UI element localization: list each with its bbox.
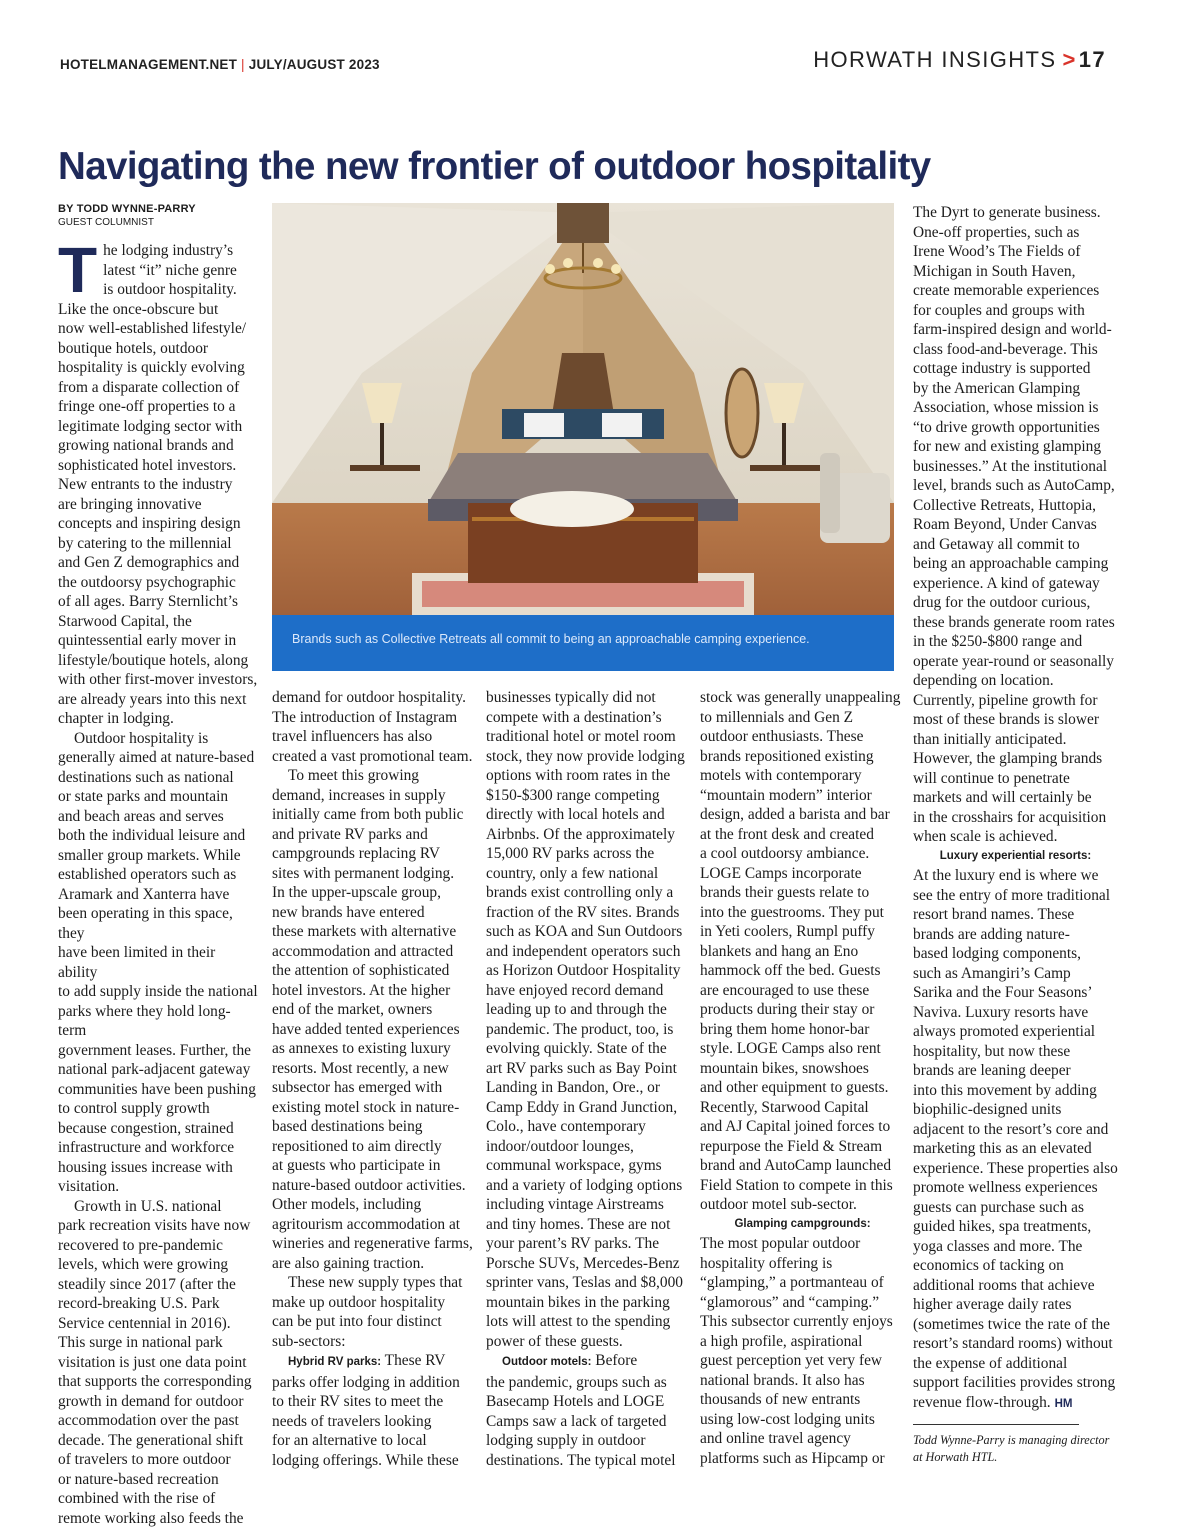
paragraph — [272, 1351, 477, 1470]
drop-cap: T — [58, 244, 97, 296]
column-2 — [272, 688, 477, 1470]
column-1 — [58, 203, 258, 1528]
paragraph-text: These RV parks offer lodging in addition to their RV sites to meet the needs of travelers looking for an alternative to local lodging offerings. While these — [272, 1352, 460, 1469]
photo-caption: Brands such as Collective Retreats all commit to being an approachable camping experience. — [292, 632, 810, 646]
author-bio: Todd Wynne-Parry is managing director at Horwath HTL. — [913, 1432, 1113, 1466]
byline: BY TODD WYNNE-PARRY — [58, 203, 258, 216]
paragraph: To meet this growing demand, increases in supply initially came from both public and private RV parks and campgrounds replacing RV sites with permanent lodging. In the upper-upscale group, new brands have entered these markets with alternative accommodation and attracted the attention of sophisticated hotel investors. At the higher end of the market, owners have added tented experiences as annexes to existing luxury resorts. Most recently, a new subsector has emerged with existing motel stock in nature- based destinations being repositioned to aim directly at guests who participate in nature-based outdoor activities. Other models, including agritourism accommodation at wineries and regenerative farms, are also gaining traction. — [272, 766, 477, 1273]
paragraph — [913, 866, 1118, 1414]
paragraph: The Dyrt to generate business. One-off properties, such as Irene Wood’s The Fields of Michigan in South Haven, create memorable experiences for couples and groups with farm-inspired design and world- class food-and-beverage. This cottage industry is supported by the American Glamping Association, whose mission is “to drive growth opportunities for new and existing glamping businesses.” At the institutional level, brands such as AutoCamp, Collective Retreats, Huttopia, Roam Beyond, Under Canvas and Getaway all commit to being an approachable camping experience. A kind of gateway drug for the outdoor curious, these brands generate room rates in the $250-$800 range and operate year-round or seasonally depending on location. Currently, pipeline growth for most of these brands is slower than initially anticipated. However, the glamping brands will continue to penetrate markets and will certainly be in the crosshairs for acquisition when scale is achieved. — [913, 203, 1118, 847]
subhead-luxury-experiential-resorts: Luxury experiential resorts: — [913, 847, 1118, 867]
bio-divider — [913, 1424, 1079, 1425]
running-header-left — [60, 57, 380, 72]
paragraph: Growth in U.S. national park recreation visits have now recovered to pre-pandemic levels, which were growing steadily since 2017 (after the record-breaking U.S. Park Service centennial in 2016). This surge in national park visitation is just one data point that supports the corresponding growth in demand for outdoor accommodation over the past decade. The generational shift of travelers to more outdoor or nature-based recreation combined with the rise of remote working also feeds the — [58, 1197, 258, 1528]
publication-name: HOTELMANAGEMENT.NET — [60, 57, 237, 72]
paragraph: Outdoor hospitality is generally aimed at nature-based destinations such as national or state parks and mountain and beach areas and serves both the individual leisure and smaller group markets. While established operators such as Aramark and Xanterra have been operating in this space, they have been limited in their ability to add supply inside the national parks where they hold long-term government leases. Further, the national park-adjacent gateway communities have been pushing to control supply growth because congestion, strained infrastructure and workforce housing issues increase with visitation. — [58, 729, 258, 1197]
article-title: Navigating the new frontier of outdoor hospitality — [58, 145, 931, 189]
running-header-right — [813, 47, 1106, 73]
subhead-glamping-campgrounds: Glamping campgrounds: — [700, 1215, 905, 1235]
author-role: GUEST COLUMNIST — [58, 216, 258, 229]
end-mark: HM — [1055, 1398, 1073, 1410]
page-number: 17 — [1079, 47, 1106, 72]
paragraph: he lodging industry’s latest “it” niche genre is outdoor hospitality. Like the once-obscure but now well-established lifestyle/ boutique hotels, outdoor hospitality is quickly evolving from a disparate collection of fringe one-off properties to a legitimate lodging sector with growing national brands and sophisticated hotel investors. New entrants to the industry are bringing innovative concepts and inspiring design by catering to the millennial and Gen Z demographics and the outdoorsy psychographic of all ages. Barry Sternlicht’s Starwood Capital, the quintessential early mover in lifestyle/boutique hotels, along with other first-mover investors, are already years into this next chapter in lodging. — [58, 241, 258, 729]
column-5 — [913, 203, 1118, 1414]
subhead-hybrid-rv-parks: Hybrid RV parks: — [288, 1356, 381, 1368]
paragraph: stock was generally unappealing to millennials and Gen Z outdoor enthusiasts. These brands repositioned existing motels with contemporary “mountain modern” interior design, added a barista and bar at the front desk and created a cool outdoorsy ambiance. LOGE Camps incorporate brands their guests relate to into the guestrooms. They put in Yeti coolers, Rumpl puffy blankets and hang an Eno hammock off the bed. Guests are encouraged to use these products during their stay or bring them home honor-bar style. LOGE Camps also rent mountain bikes, snowshoes and other equipment to guests. Recently, Starwood Capital and AJ Capital joined forces to repurpose the Field & Stream brand and AutoCamp launched Field Station to compete in this outdoor motel sub-sector. — [700, 688, 905, 1215]
paragraph — [486, 1351, 691, 1470]
paragraph: demand for outdoor hospitality. The introduction of Instagram travel influencers has also created a vast promotional team. — [272, 688, 477, 766]
issue-date: JULY/AUGUST 2023 — [249, 57, 380, 72]
glamping-tent-illustration — [272, 203, 894, 615]
paragraph: These new supply types that make up outdoor hospitality can be put into four distinct sub-sectors: — [272, 1273, 477, 1351]
subhead-outdoor-motels: Outdoor motels: — [502, 1356, 591, 1368]
column-4 — [700, 688, 905, 1468]
section-arrow-icon: > — [1062, 47, 1076, 72]
paragraph-text: Before the pandemic, groups such as Basecamp Hotels and LOGE Camps saw a lack of targeted lodging supply in outdoor destinations. The typical motel — [486, 1352, 676, 1469]
paragraph: The most popular outdoor hospitality offering is “glamping,” a portmanteau of “glamorous” and “camping.” This subsector currently enjoys a high profile, aspirational guest perception yet very few national brands. It also has thousands of new entrants using low-cost lodging units and online travel agency platforms such as Hipcamp or — [700, 1234, 905, 1468]
paragraph: businesses typically did not compete with a destination’s traditional hotel or motel room stock, they now provide lodging options with room rates in the $150-$300 range competing directly with local hotels and Airbnbs. Of the approximately 15,000 RV parks across the country, only a few national brands exist controlling only a fraction of the RV sites. Brands such as KOA and Sun Outdoors and independent operators such as Horizon Outdoor Hospitality have enjoyed record demand leading up to and through the pandemic. The product, too, is evolving quickly. State of the art RV parks such as Bay Point Landing in Bandon, Ore., or Camp Eddy in Grand Junction, Colo., have contemporary indoor/outdoor lounges, communal workspace, gyms and a variety of lodging options including vintage Airstreams and tiny homes. These are not your parent’s RV parks. The Porsche SUVs, Mercedes-Benz sprinter vans, Teslas and $8,000 mountain bikes in the parking lots will attest to the spending power of these guests. — [486, 688, 691, 1351]
paragraph-text: At the luxury end is where we see the entry of more traditional resort brand names. These brands are adding nature- based lodging components, such as Amangiri’s Camp Sarika and the Four Seasons’ Naviva. Luxury resorts have always promoted experiential hospitality, but now these brands are leaning deeper into this movement by adding biophilic-designed units adjacent to the resort’s core and marketing this as an elevated experience. These properties also promote wellness experiences guests can purchase such as guided hikes, spa treatments, yoga classes and more. The economics of tacking on additional rooms that achieve higher average daily rates (sometimes twice the rate of the resort’s standard rooms) without the expense of additional support facilities provides strong revenue flow-through. — [913, 867, 1118, 1411]
section-name: HORWATH INSIGHTS — [813, 47, 1056, 72]
column-3 — [486, 688, 691, 1470]
article-photo — [272, 203, 894, 671]
header-separator: | — [241, 57, 245, 72]
